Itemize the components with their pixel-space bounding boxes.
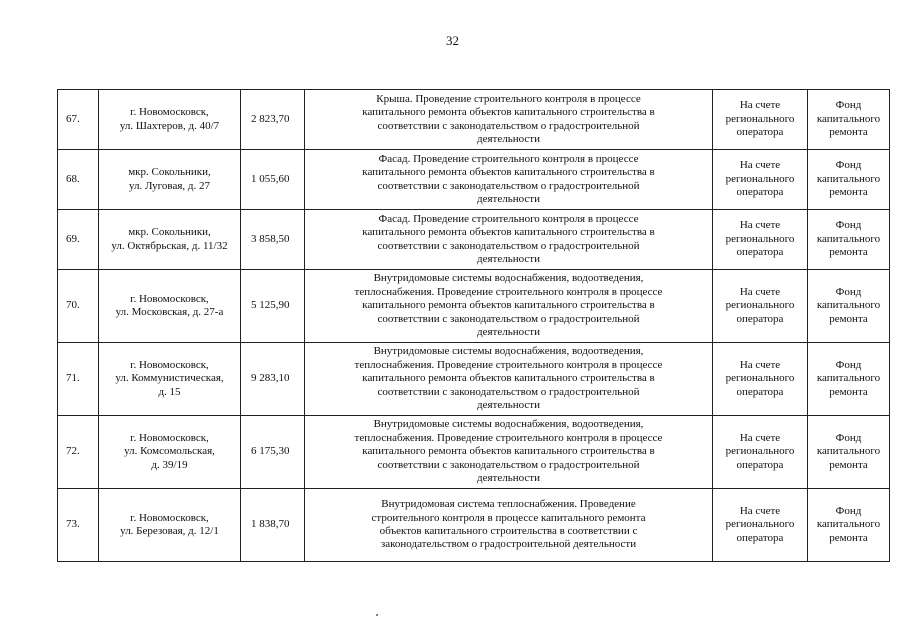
address-line: ул. Шахтеров, д. 40/7 [119, 119, 220, 132]
row-number: 73. [58, 489, 99, 562]
area-cell: 2 823,70 [241, 90, 305, 150]
table-row [58, 416, 890, 489]
area-cell: 3 858,50 [241, 210, 305, 270]
page-number: 32 [446, 33, 459, 48]
work-line: Внутридомовые системы водоснабжения, водоотведения, [373, 272, 644, 285]
account-line: регионального [725, 232, 795, 245]
work-line: деятельности [477, 399, 540, 412]
work-cell [305, 90, 713, 150]
address-cell [99, 489, 241, 562]
work-line: законодательством о градостроительной деятельности [380, 538, 637, 551]
fund-line: капитального [816, 518, 881, 531]
address-line: ул. Московская, д. 27-а [115, 306, 224, 318]
address-cell [99, 416, 241, 489]
account-line: оператора [736, 458, 784, 471]
fund-line: ремонта [829, 531, 868, 544]
work-line: соответствии с законодательством о градостроительной [377, 239, 640, 252]
table-row [58, 270, 890, 343]
row-number: 68. [58, 150, 99, 210]
table-row [58, 90, 890, 150]
account-line: регионального [725, 172, 795, 185]
work-line: объектов капитального строительства в соответствии с [379, 525, 638, 537]
work-line: теплоснабжения. Проведение строительного контроля в процессе [354, 431, 663, 444]
work-line: соответствии с законодательством о градостроительной [377, 385, 640, 398]
work-line: Внутридомовые системы водоснабжения, водоотведения, [373, 418, 644, 431]
address-line: ул. Березовая, д. 12/1 [120, 525, 219, 537]
address-cell [99, 90, 241, 150]
address-line: ул. Коммунистическая, [115, 372, 224, 385]
work-cell [305, 489, 713, 562]
work-cell [305, 416, 713, 489]
work-cell [305, 343, 713, 416]
row-number: 72. [58, 416, 99, 489]
fund-line: Фонд [835, 99, 862, 112]
address-line: ул. Комсомольская, [124, 445, 215, 458]
row-number: 69. [58, 210, 99, 270]
work-line: деятельности [477, 132, 540, 145]
work-line: деятельности [477, 252, 540, 265]
area-cell: 6 175,30 [241, 416, 305, 489]
work-line: деятельности [477, 472, 540, 485]
area-cell: 9 283,10 [241, 343, 305, 416]
account-line: регионального [725, 372, 795, 385]
address-line: г. Новомосковск, [130, 292, 209, 305]
work-line: Внутридомовая система теплоснабжения. Проведение [381, 498, 636, 511]
table-row [58, 489, 890, 562]
address-line: г. Новомосковск, [130, 431, 209, 444]
fund-line: Фонд [835, 504, 862, 517]
work-cell [305, 270, 713, 343]
fund-line: капитального [816, 172, 881, 185]
account-cell [713, 150, 808, 210]
work-line: капитального ремонта объектов капитального строительства в [362, 372, 655, 385]
work-line: деятельности [477, 326, 540, 339]
address-line: мкр. Сокольники, [128, 226, 211, 239]
account-line: оператора [736, 126, 784, 139]
fund-cell [808, 210, 890, 270]
work-line: Крыша. Проведение строительного контроля в процессе [376, 92, 641, 105]
fund-cell [808, 489, 890, 562]
fund-line: капитального [816, 299, 881, 312]
work-line: Внутридомовые системы водоснабжения, водоотведения, [373, 345, 644, 358]
account-line: На счете [739, 358, 781, 371]
table-row [58, 343, 890, 416]
row-number: 71. [58, 343, 99, 416]
account-line: На счете [739, 431, 781, 444]
account-line: оператора [736, 312, 784, 325]
work-cell [305, 150, 713, 210]
work-line: Фасад. Проведение строительного контроля в процессе [378, 152, 639, 165]
row-number: 67. [58, 90, 99, 150]
address-cell [99, 270, 241, 343]
account-line: регионального [725, 445, 795, 458]
area-cell: 1 838,70 [241, 489, 305, 562]
account-line: оператора [736, 531, 784, 544]
address-cell [99, 343, 241, 416]
table-row [58, 210, 890, 270]
account-cell [713, 90, 808, 150]
work-line: соответствии с законодательством о градостроительной [377, 312, 640, 325]
fund-line: ремонта [829, 458, 868, 471]
account-cell [713, 343, 808, 416]
work-line: деятельности [477, 192, 540, 205]
fund-line: Фонд [835, 431, 862, 444]
account-line: оператора [736, 246, 784, 259]
fund-line: ремонта [829, 186, 868, 199]
account-cell [713, 489, 808, 562]
work-line: капитального ремонта объектов капитального строительства в [362, 445, 655, 458]
account-cell [713, 416, 808, 489]
address-line: д. 15 [158, 385, 181, 398]
address-line: мкр. Сокольники, [128, 166, 211, 179]
address-line: д. 39/19 [151, 458, 188, 471]
register-table [57, 89, 890, 562]
work-line: теплоснабжения. Проведение строительного контроля в процессе [354, 285, 663, 298]
account-line: На счете [739, 99, 781, 112]
fund-cell [808, 150, 890, 210]
address-cell [99, 150, 241, 210]
fund-cell [808, 90, 890, 150]
account-line: На счете [739, 159, 781, 172]
account-line: оператора [736, 186, 784, 199]
account-line: регионального [725, 518, 795, 531]
work-line: капитального ремонта объектов капитального строительства в [362, 106, 655, 119]
fund-line: ремонта [829, 246, 868, 259]
address-line: г. Новомосковск, [130, 511, 209, 524]
address-line: г. Новомосковск, [130, 358, 209, 371]
fund-cell [808, 343, 890, 416]
table-row [58, 150, 890, 210]
account-line: регионального [725, 112, 795, 125]
fund-line: капитального [816, 232, 881, 245]
row-number: 70. [58, 270, 99, 343]
account-line: На счете [739, 504, 781, 517]
scan-speck [376, 614, 378, 616]
work-line: соответствии с законодательством о градостроительной [377, 119, 640, 132]
account-line: регионального [725, 299, 795, 312]
address-cell [99, 210, 241, 270]
work-line: капитального ремонта объектов капитального строительства в [362, 299, 655, 312]
account-line: оператора [736, 385, 784, 398]
fund-cell [808, 270, 890, 343]
account-cell [713, 270, 808, 343]
work-line: соответствии с законодательством о градостроительной [377, 179, 640, 192]
fund-line: Фонд [835, 285, 862, 298]
fund-cell [808, 416, 890, 489]
fund-line: капитального [816, 372, 881, 385]
fund-line: Фонд [835, 358, 862, 371]
address-line: г. Новомосковск, [130, 106, 209, 119]
fund-line: Фонд [835, 219, 862, 232]
work-line: соответствии с законодательством о градостроительной [377, 458, 640, 471]
work-cell [305, 210, 713, 270]
account-line: На счете [739, 219, 781, 232]
area-cell: 1 055,60 [241, 150, 305, 210]
fund-line: капитального [816, 112, 881, 125]
address-line: ул. Октябрьская, д. 11/32 [111, 239, 228, 252]
work-line: капитального ремонта объектов капитального строительства в [362, 166, 655, 179]
account-cell [713, 210, 808, 270]
fund-line: капитального [816, 445, 881, 458]
work-line: строительного контроля в процессе капитального ремонта [371, 511, 646, 524]
fund-line: ремонта [829, 312, 868, 325]
address-line: ул. Луговая, д. 27 [128, 179, 211, 192]
fund-line: ремонта [829, 385, 868, 398]
fund-line: Фонд [835, 159, 862, 172]
work-line: капитального ремонта объектов капитального строительства в [362, 226, 655, 239]
account-line: На счете [739, 285, 781, 298]
work-line: Фасад. Проведение строительного контроля в процессе [378, 212, 639, 225]
work-line: теплоснабжения. Проведение строительного контроля в процессе [354, 358, 663, 371]
area-cell: 5 125,90 [241, 270, 305, 343]
fund-line: ремонта [829, 126, 868, 139]
